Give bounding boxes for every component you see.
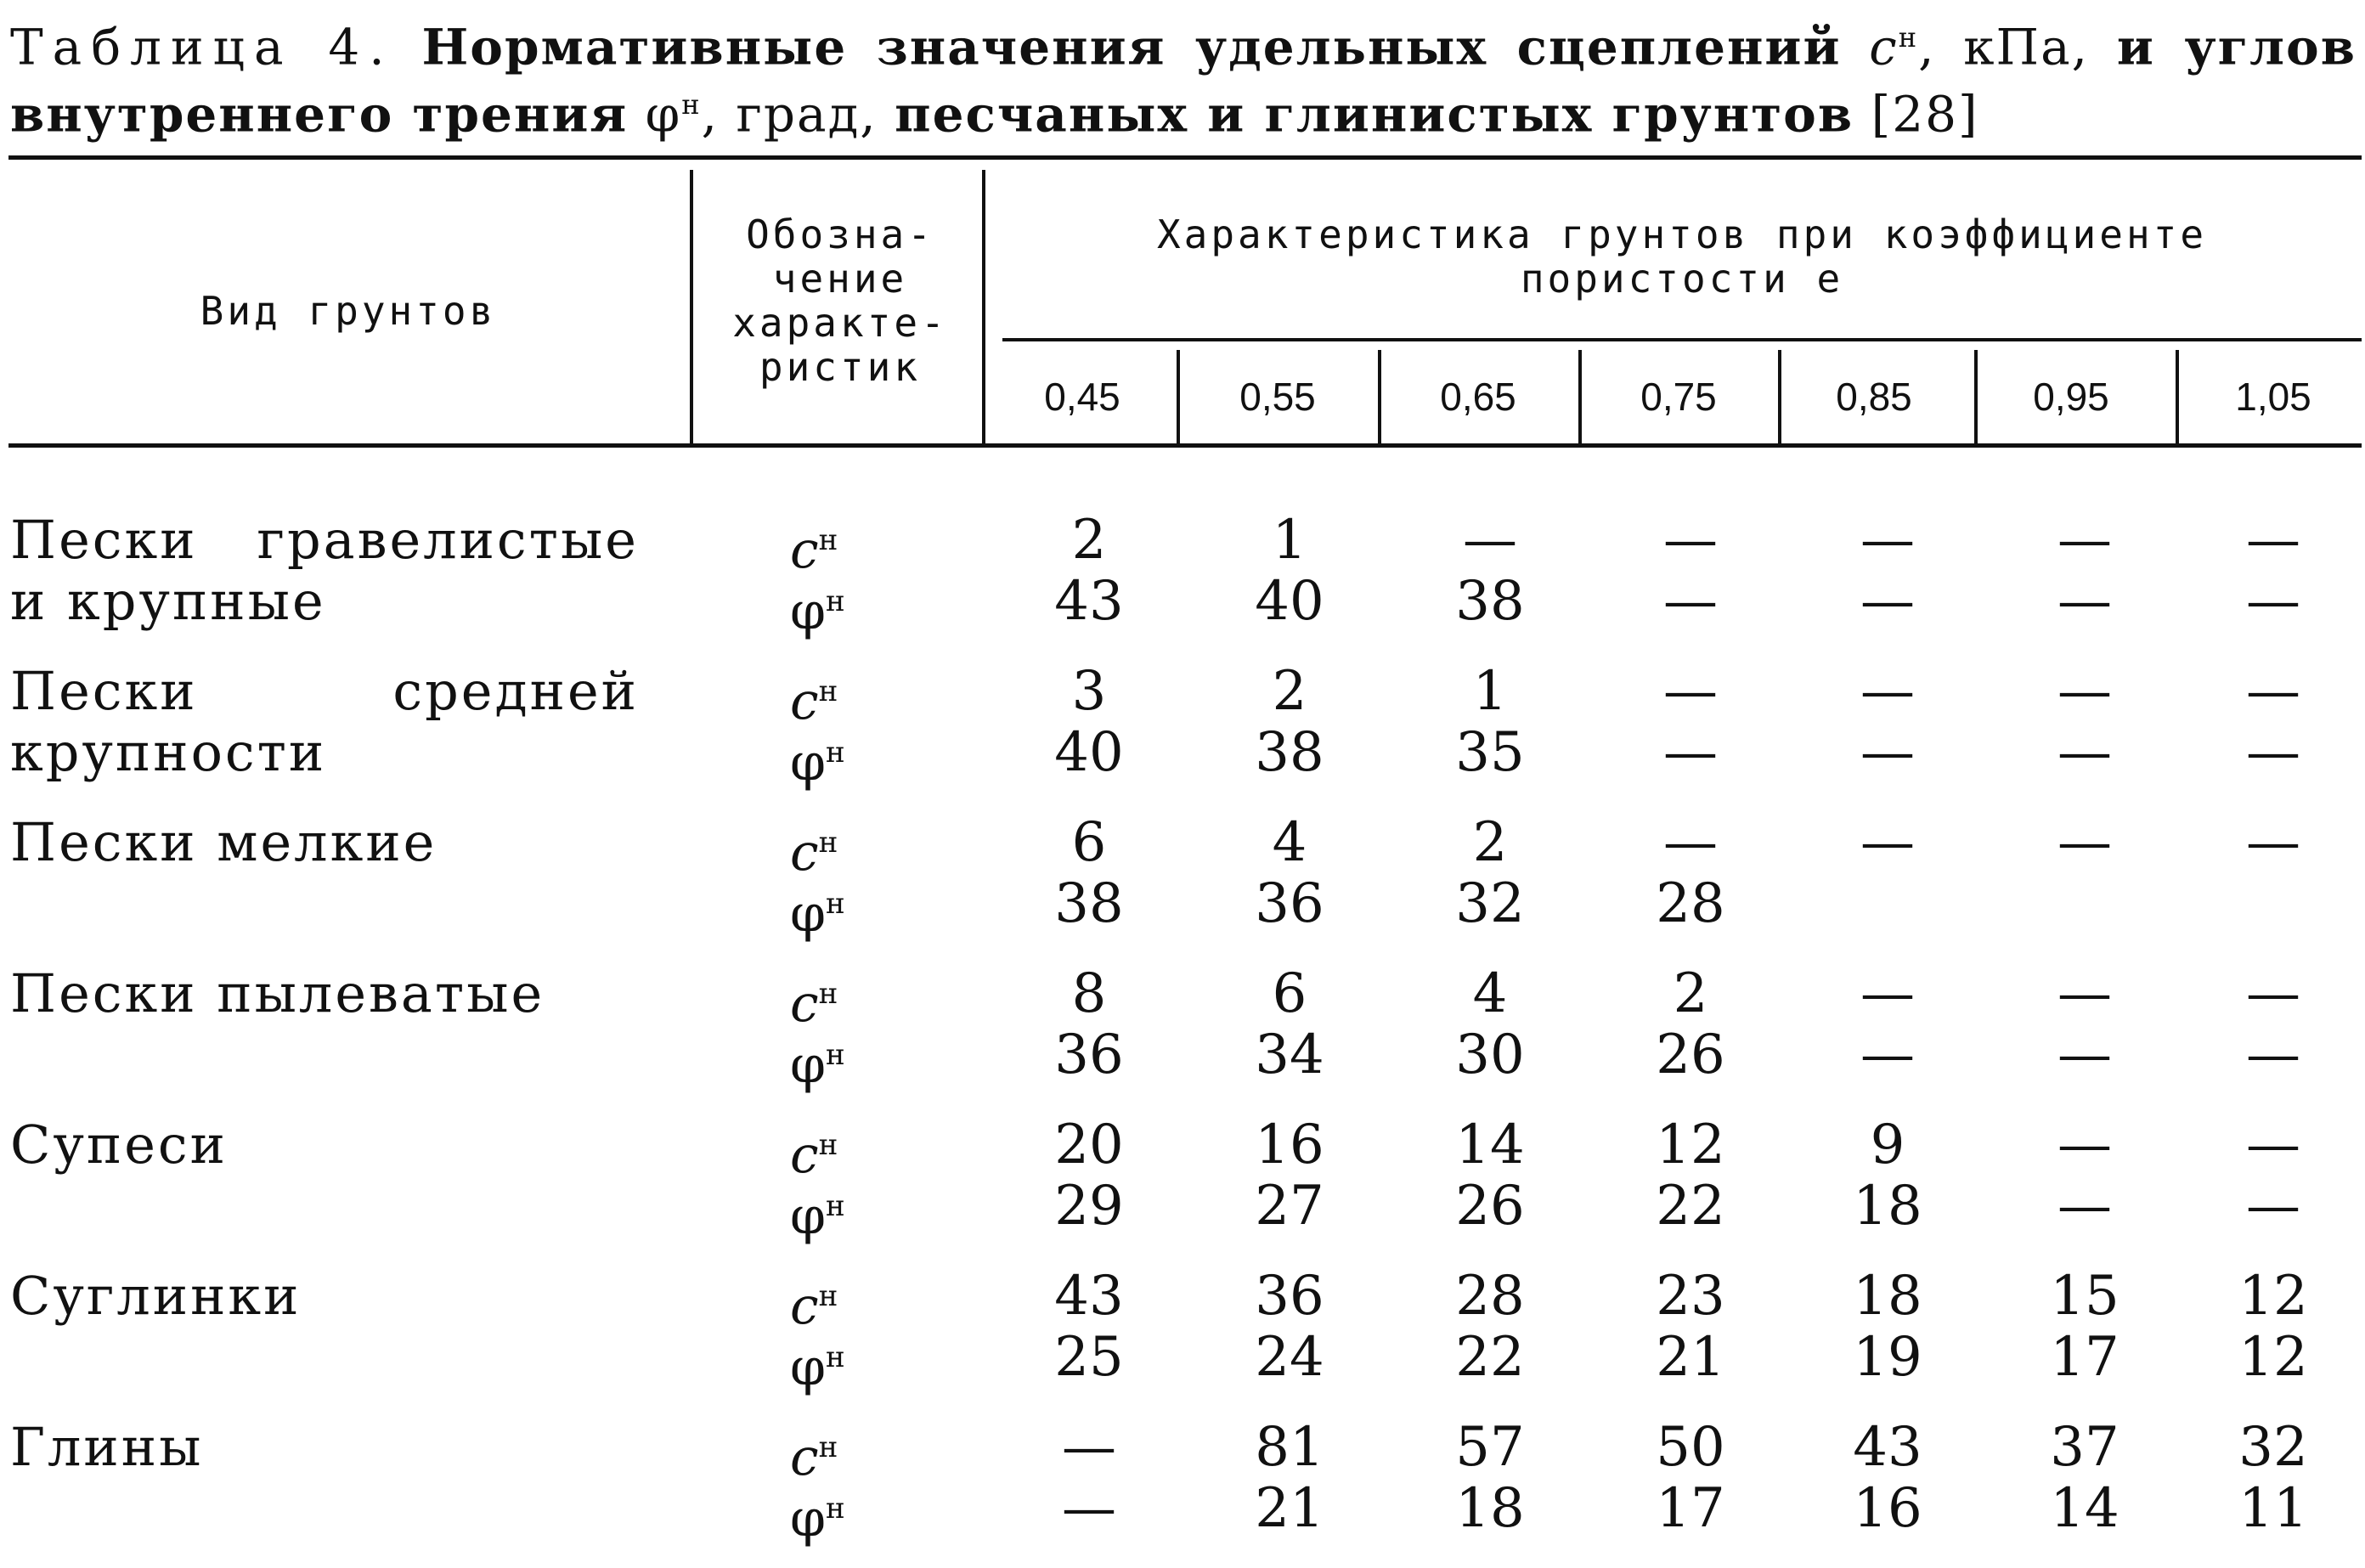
value-cell: 1 [1472, 660, 1508, 723]
value-cell: 6 [1272, 962, 1307, 1025]
value-cell: 2 [1272, 660, 1307, 723]
value-cell: 25 [1054, 1326, 1124, 1389]
header-e-value: 0,85 [1836, 375, 1912, 419]
table-body [0, 510, 2365, 1568]
table-row [0, 1417, 2365, 1568]
value-cell: 50 [1656, 1416, 1725, 1479]
value-cell: 11 [2238, 1477, 2308, 1540]
header-soil-type: Вид грунтов [200, 288, 497, 334]
value-cell: — [1663, 509, 1718, 572]
soil-type-name: Глины [10, 1416, 204, 1478]
caption-title-part5: песчаных и глинистых грунтов [895, 85, 1854, 144]
value-cell: 30 [1455, 1024, 1525, 1086]
header-bottom-rule [8, 443, 2362, 448]
value-cell: 22 [1656, 1175, 1725, 1238]
symbol-phi: $\varphi^н$ [790, 582, 845, 641]
header-e-value: 0,75 [1640, 375, 1717, 419]
value-cell: 17 [1656, 1477, 1725, 1540]
value-cell: 12 [1656, 1114, 1725, 1176]
value-cell: — [2246, 1114, 2300, 1176]
symbol-phi: $\varphi^н$ [790, 1035, 845, 1095]
value-cell: — [2057, 570, 2112, 633]
value-cell: 4 [1472, 962, 1508, 1025]
value-cell: 40 [1054, 721, 1124, 784]
value-cell: 40 [1255, 570, 1324, 633]
header-e-divider [1778, 350, 1781, 443]
soil-type-name: Пески гравелистые и крупные [10, 509, 639, 632]
value-cell: 16 [1853, 1477, 1922, 1540]
value-cell: 57 [1455, 1416, 1525, 1479]
value-cell: 12 [2238, 1326, 2308, 1389]
header-e-value: 0,65 [1440, 375, 1516, 419]
value-cell: — [1062, 1416, 1116, 1479]
value-cell: 32 [1455, 872, 1525, 935]
table-caption [10, 8, 2357, 144]
value-cell: — [2057, 1024, 2112, 1086]
value-cell: — [2057, 811, 2112, 874]
symbol-c: $c^н$ [790, 1277, 838, 1336]
header-symbol-line-3: характе- [732, 300, 948, 346]
value-cell: 26 [1455, 1175, 1525, 1238]
header-e-divider [2176, 350, 2179, 443]
symbol-phi: $\varphi^н$ [790, 1338, 845, 1397]
symbol-phi: $\varphi^н$ [790, 733, 845, 792]
symbol-phi: $\varphi^н$ [790, 884, 845, 944]
header-e-divider [1578, 350, 1582, 443]
soil-type-name: Пески средней крупности [10, 660, 639, 783]
value-cell: — [1663, 721, 1718, 784]
value-cell: 19 [1853, 1326, 1922, 1389]
value-cell: 8 [1071, 962, 1107, 1025]
value-cell: 2 [1472, 811, 1508, 874]
value-cell: 43 [1054, 1265, 1124, 1328]
header-symbol-line-2: чение [772, 256, 908, 302]
header-e-value: 0,45 [1044, 375, 1120, 419]
value-cell: 24 [1255, 1326, 1324, 1389]
value-cell: 34 [1255, 1024, 1324, 1086]
caption-units-phi: , град, [701, 85, 878, 144]
value-cell: — [2246, 570, 2300, 633]
value-cell: 12 [2238, 1265, 2308, 1328]
caption-reference: [28] [1871, 85, 1979, 144]
value-cell: — [2246, 721, 2300, 784]
value-cell: 37 [2050, 1416, 2119, 1479]
value-cell: 27 [1255, 1175, 1324, 1238]
value-cell: 26 [1656, 1024, 1725, 1086]
value-cell: 3 [1071, 660, 1107, 723]
value-cell: 43 [1853, 1416, 1922, 1479]
symbol-c: $c^н$ [790, 823, 838, 883]
caption-title-part3: и углов внутреннего трения [10, 18, 2357, 144]
value-cell: 2 [1673, 962, 1708, 1025]
value-cell: — [2057, 509, 2112, 572]
table-row [0, 963, 2365, 1114]
caption-units-c: , кПа, [1918, 18, 2090, 76]
soil-type-name: Супеси [10, 1114, 228, 1176]
symbol-phi: $\varphi^н$ [790, 1489, 845, 1548]
value-cell: — [2246, 509, 2300, 572]
header-e-value: 1,05 [2235, 375, 2311, 419]
header-divider-2 [982, 170, 985, 443]
caption-c-superscript: н [1898, 21, 1919, 54]
value-cell: — [1860, 962, 1915, 1025]
symbol-c: $c^н$ [790, 521, 838, 580]
value-cell: — [2057, 1114, 2112, 1176]
value-cell: 18 [1455, 1477, 1525, 1540]
value-cell: — [1860, 1024, 1915, 1086]
table-row [0, 1114, 2365, 1266]
header-e-divider [1177, 350, 1180, 443]
value-cell: — [2246, 962, 2300, 1025]
soil-type-name: Пески пылеватые [10, 962, 545, 1024]
table-row [0, 812, 2365, 963]
value-cell: 18 [1853, 1175, 1922, 1238]
value-cell: — [1860, 721, 1915, 784]
value-cell: 36 [1054, 1024, 1124, 1086]
soil-type-name: Пески мелкие [10, 811, 437, 873]
value-cell: — [1663, 660, 1718, 723]
symbol-c: $c^н$ [790, 974, 838, 1034]
value-cell: — [2057, 962, 2112, 1025]
symbol-c: $c^н$ [790, 1125, 838, 1185]
header-e-divider [1378, 350, 1381, 443]
value-cell: 21 [1255, 1477, 1324, 1540]
value-cell: — [1663, 570, 1718, 633]
value-cell: 28 [1656, 872, 1725, 935]
value-cell: — [1860, 811, 1915, 874]
value-cell: — [2057, 1175, 2112, 1238]
value-cell: 32 [2238, 1416, 2308, 1479]
value-cell: — [2246, 811, 2300, 874]
value-cell: 18 [1853, 1265, 1922, 1328]
value-cell: — [2246, 660, 2300, 723]
caption-phi-symbol: φ [645, 85, 682, 144]
caption-phi-superscript: н [681, 88, 702, 121]
value-cell: — [2246, 1024, 2300, 1086]
value-cell: 22 [1455, 1326, 1525, 1389]
value-cell: 20 [1054, 1114, 1124, 1176]
value-cell: 6 [1071, 811, 1107, 874]
header-characteristic-line-2: пористости e [1520, 256, 1844, 302]
symbol-c: $c^н$ [790, 672, 838, 731]
value-cell: 38 [1455, 570, 1525, 633]
value-cell: 28 [1455, 1265, 1525, 1328]
value-cell: 17 [2050, 1326, 2119, 1389]
symbol-c: $c^н$ [790, 1428, 838, 1487]
caption-title-part1: Нормативные значения удельных сцеплений [421, 18, 1842, 76]
soil-type-name: Суглинки [10, 1265, 302, 1327]
value-cell: 29 [1054, 1175, 1124, 1238]
value-cell: 23 [1656, 1265, 1725, 1328]
value-cell: — [1860, 660, 1915, 723]
value-cell: 9 [1870, 1114, 1905, 1176]
value-cell: — [1860, 570, 1915, 633]
header-characteristic-line-1: Характеристика грунтов при коэффициенте [1156, 212, 2208, 257]
value-cell: 14 [1455, 1114, 1525, 1176]
symbol-phi: $\varphi^н$ [790, 1187, 845, 1246]
value-cell: 35 [1455, 721, 1525, 784]
header-e-value: 0,55 [1239, 375, 1316, 419]
table-row [0, 510, 2365, 661]
table-row [0, 661, 2365, 812]
header-e-value: 0,95 [2033, 375, 2109, 419]
value-cell: 38 [1255, 721, 1324, 784]
value-cell: — [2246, 1175, 2300, 1238]
value-cell: 4 [1272, 811, 1307, 874]
value-cell: — [1860, 509, 1915, 572]
value-cell: — [2057, 660, 2112, 723]
caption-label: Таблица 4. [10, 18, 394, 76]
caption-c-symbol: c [1869, 18, 1899, 76]
value-cell: 81 [1255, 1416, 1324, 1479]
value-cell: 15 [2050, 1265, 2119, 1328]
value-cell: 2 [1071, 509, 1107, 572]
value-cell: — [2057, 721, 2112, 784]
header-symbol-line-1: Обозна- [746, 212, 934, 257]
value-cell: — [1663, 811, 1718, 874]
header-subrule [1002, 338, 2362, 341]
value-cell: 43 [1054, 570, 1124, 633]
header-e-divider [1974, 350, 1978, 443]
header-divider-1 [690, 170, 693, 443]
header-characteristic [1002, 212, 2362, 301]
value-cell: 36 [1255, 1265, 1324, 1328]
table-top-rule [8, 155, 2362, 160]
value-cell: 14 [2050, 1477, 2119, 1540]
value-cell: 36 [1255, 872, 1324, 935]
value-cell: 1 [1272, 509, 1307, 572]
value-cell: — [1463, 509, 1517, 572]
value-cell: 38 [1054, 872, 1124, 935]
table-row [0, 1266, 2365, 1417]
header-symbol [698, 212, 982, 389]
value-cell: 21 [1656, 1326, 1725, 1389]
value-cell: — [1062, 1477, 1116, 1540]
header-symbol-line-4: ристик [759, 344, 922, 390]
value-cell: 16 [1255, 1114, 1324, 1176]
